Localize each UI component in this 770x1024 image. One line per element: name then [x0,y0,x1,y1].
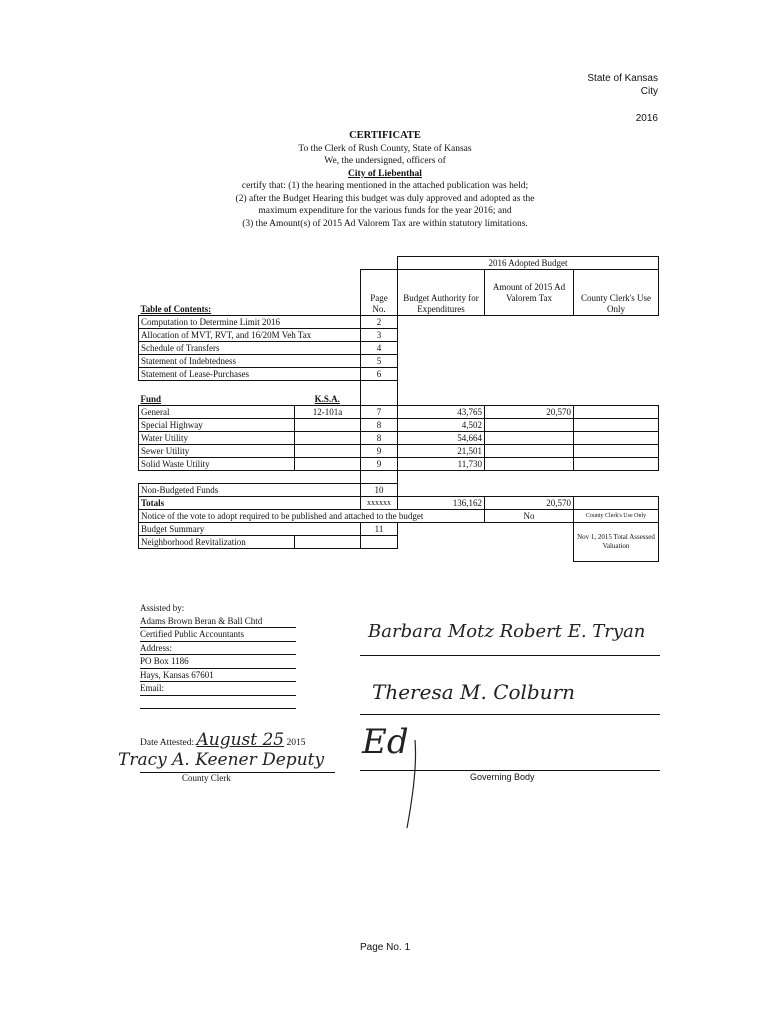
fund-tax [485,458,574,471]
certificate-title: CERTIFICATE [349,130,421,141]
certificate-block [0,130,770,230]
address-label: Address: [140,642,296,656]
assisted-firm2: Certified Public Accountants [140,628,296,642]
county-clerk-label: County Clerk [182,773,231,783]
header-block [587,72,658,125]
fund-row [139,406,659,419]
address-line1: PO Box 1186 [140,655,296,669]
toc-item-label: Statement of Lease-Purchases [139,368,361,381]
fund-row [139,432,659,445]
toc-row [139,355,659,368]
assisted-by-block [140,602,296,709]
fund-label: Fund [139,393,295,406]
toc-row [139,329,659,342]
signature-line [360,655,660,656]
totals-label: Totals [139,497,361,510]
signature-text: Theresa M. Colburn [372,680,576,704]
fund-tax [485,419,574,432]
entity-type-label: City [640,86,658,97]
certificate-line6: (3) the Amount(s) of 2015 Ad Valorem Tax are within statutory limitations. [242,218,528,229]
address-line2: Hays, Kansas 67601 [140,669,296,683]
ksa-label: K.S.A. [295,393,361,406]
state-label: State of Kansas [587,73,658,84]
certificate-line2: We, the undersigned, officers of [324,156,446,166]
fund-ksa: 12-101a [295,406,361,419]
toc-item-page: 6 [361,368,398,381]
toc-item-page: 4 [361,342,398,355]
blank-line [140,696,296,709]
certificate-line4: (2) after the Budget Hearing this budget was duly approved and adopted as the [235,193,535,204]
fund-ksa [295,458,361,471]
totals-budget: 136,162 [398,497,485,510]
fund-name: Solid Waste Utility [139,458,295,471]
toc-item-page: 3 [361,329,398,342]
governing-signature-2 [372,680,652,714]
fund-budget: 4,502 [398,419,485,432]
certificate-line5: maximum expenditure for the various funds for the year 2016; and [258,206,512,216]
fund-page: 9 [361,458,398,471]
fund-page: 9 [361,445,398,458]
toc-label: Table of Contents: [139,270,295,316]
toc-row [139,316,659,329]
neighborhood-label: Neighborhood Revitalization [139,536,295,549]
totals-tax: 20,570 [485,497,574,510]
toc-item-label: Statement of Indebtedness [139,355,361,368]
fund-budget: 21,501 [398,445,485,458]
fund-ksa [295,445,361,458]
notice-label: Notice of the vote to adopt required to be published and attached to the budget [139,510,485,523]
adopted-budget-header: 2016 Adopted Budget [398,257,659,270]
certificate-line3: certify that: (1) the hearing mentioned in the attached publication was held; [241,181,529,191]
fund-budget: 43,765 [398,406,485,419]
assisted-label: Assisted by: [140,603,185,613]
assisted-firm: Adams Brown Beran & Ball Chtd [140,615,296,629]
signature-line [360,770,660,771]
page-no-header: Page No. [361,270,398,316]
ad-valorem-header: Amount of 2015 Ad Valorem Tax [485,270,574,316]
year-label: 2016 [635,113,658,124]
assessed-valuation-label: Nov 1, 2015 Total Assessed Valuation [574,523,659,562]
fund-budget: 11,730 [398,458,485,471]
fund-row [139,445,659,458]
fund-ksa [295,432,361,445]
budget-table [138,256,659,562]
city-name: City of Liebenthal [348,168,422,179]
clerk-signature-line [140,772,335,773]
totals-page: xxxxxx [361,497,398,510]
signature-text: Barbara Motz Robert E. Tryan [368,621,646,642]
county-clerk-signature: Tracy A. Keener Deputy [118,750,325,770]
fund-budget: 54,664 [398,432,485,445]
fund-row [139,458,659,471]
fund-page: 8 [361,419,398,432]
fund-page: 8 [361,432,398,445]
budget-authority-header: Budget Authority for Expenditures [398,270,485,316]
toc-item-page: 2 [361,316,398,329]
email-label: Email: [140,682,296,696]
toc-row [139,368,659,381]
date-attested-block [140,730,340,750]
governing-signature-1 [368,618,658,654]
signature-flourish [395,740,435,830]
fund-name: Sewer Utility [139,445,295,458]
fund-name: Water Utility [139,432,295,445]
non-budgeted-label: Non-Budgeted Funds [139,484,361,497]
fund-tax [485,432,574,445]
fund-name: Special Highway [139,419,295,432]
date-attested-year: 2015 [286,738,306,748]
signature-line [360,714,660,715]
non-budgeted-page: 10 [361,484,398,497]
budget-summary-label: Budget Summary [139,523,361,536]
signature-text: Ed [362,722,409,762]
budget-summary-page: 11 [361,523,398,536]
totals-row [139,497,659,510]
certificate-line1: To the Clerk of Rush County, State of Kansas [298,143,472,154]
fund-tax [485,445,574,458]
toc-row [139,342,659,355]
county-clerk-use-only: County Clerk's Use Only [574,510,659,523]
toc-item-label: Allocation of MVT, RVT, and 16/20M Veh Tax [139,329,361,342]
county-clerk-header: County Clerk's Use Only [574,270,659,316]
toc-item-label: Computation to Determine Limit 2016 [139,316,361,329]
governing-body-label: Governing Body [470,772,535,782]
fund-ksa [295,419,361,432]
toc-item-page: 5 [361,355,398,368]
toc-item-label: Schedule of Transfers [139,342,361,355]
date-attested-label: Date Attested: [140,738,195,748]
fund-tax: 20,570 [485,406,574,419]
fund-row [139,419,659,432]
fund-name: General [139,406,295,419]
page-number: Page No. 1 [359,942,411,953]
fund-page: 7 [361,406,398,419]
notice-value: No [485,510,574,523]
date-attested-handwritten: August 25 [196,730,285,750]
